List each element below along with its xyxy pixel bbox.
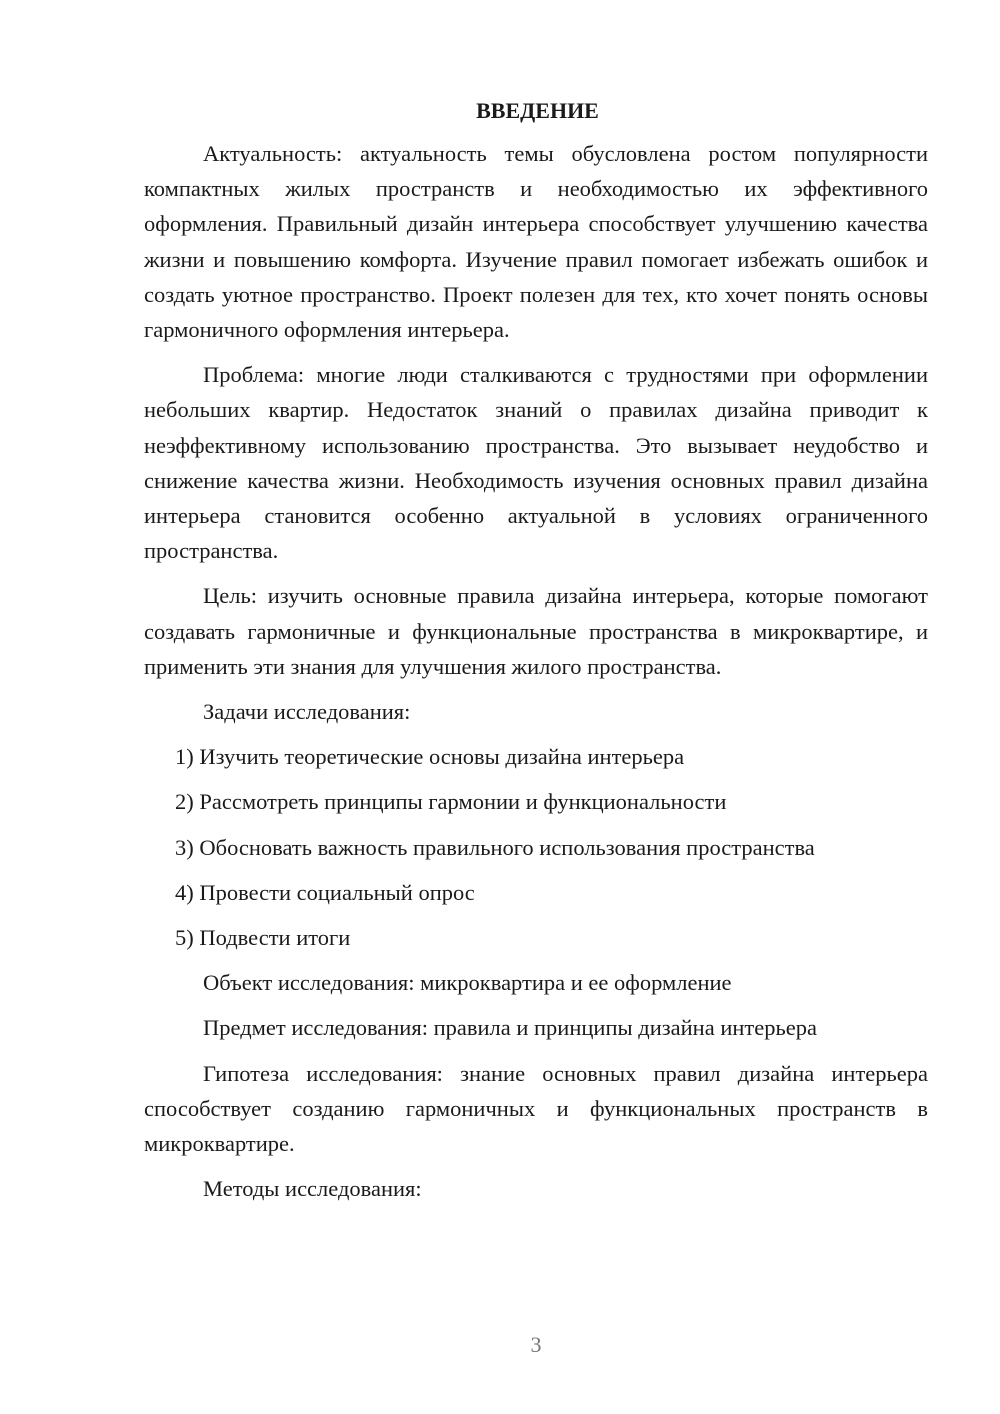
task-item: 1) Изучить теоретические основы дизайна интерьера bbox=[175, 744, 685, 770]
tasks-heading: Задачи исследования: bbox=[203, 699, 411, 725]
task-item: 2) Рассмотреть принципы гармонии и функциональности bbox=[175, 789, 727, 815]
goal-paragraph: Цель: изучить основные правила дизайна интерьера, которые помогают создавать гармоничные и функциональные пространства в микроквартире, и применить эти знания для улучшения жилого пространства. bbox=[144, 583, 928, 679]
relevance-paragraph: Актуальность: актуальность темы обусловлена ростом популярности компактных жилых пространств и необходимостью их эффективного оформления. Правильный дизайн интерьера способствует улучшению качества жизни и повышению комфорта. Изучение правил помогает избежать ошибок и создать уютное пространство. Проект полезен для тех, кто хочет понять основы гармоничного оформления интерьера. bbox=[144, 141, 928, 343]
object-line: Объект исследования: микроквартира и ее оформление bbox=[203, 970, 732, 996]
subject-line: Предмет исследования: правила и принципы дизайна интерьера bbox=[203, 1015, 817, 1041]
document-page bbox=[144, 96, 928, 1216]
hypothesis-paragraph: Гипотеза исследования: знание основных правил дизайна интерьера способствует созданию гармоничных и функциональных пространств в микроквартире. bbox=[144, 1060, 928, 1157]
task-item: 3) Обосновать важность правильного использования пространства bbox=[175, 834, 815, 860]
page-number: 3 bbox=[530, 1332, 542, 1357]
problem-paragraph: Проблема: многие люди сталкиваются с трудностями при оформлении небольших квартир. Недостаток знаний о правилах дизайна приводит к неэффективному использованию пространства. Это вызывает неудобство и снижение качества жизни. Необходимость изучения основных правил дизайна интерьера становится особенно актуальной в условиях ограниченного пространства. bbox=[144, 362, 928, 564]
section-title: ВВЕДЕНИЕ bbox=[476, 98, 599, 123]
task-item: 4) Провести социальный опрос bbox=[175, 879, 475, 905]
tasks-list bbox=[144, 739, 928, 955]
task-item: 5) Подвести итоги bbox=[175, 925, 351, 951]
methods-heading: Методы исследования: bbox=[203, 1176, 422, 1202]
